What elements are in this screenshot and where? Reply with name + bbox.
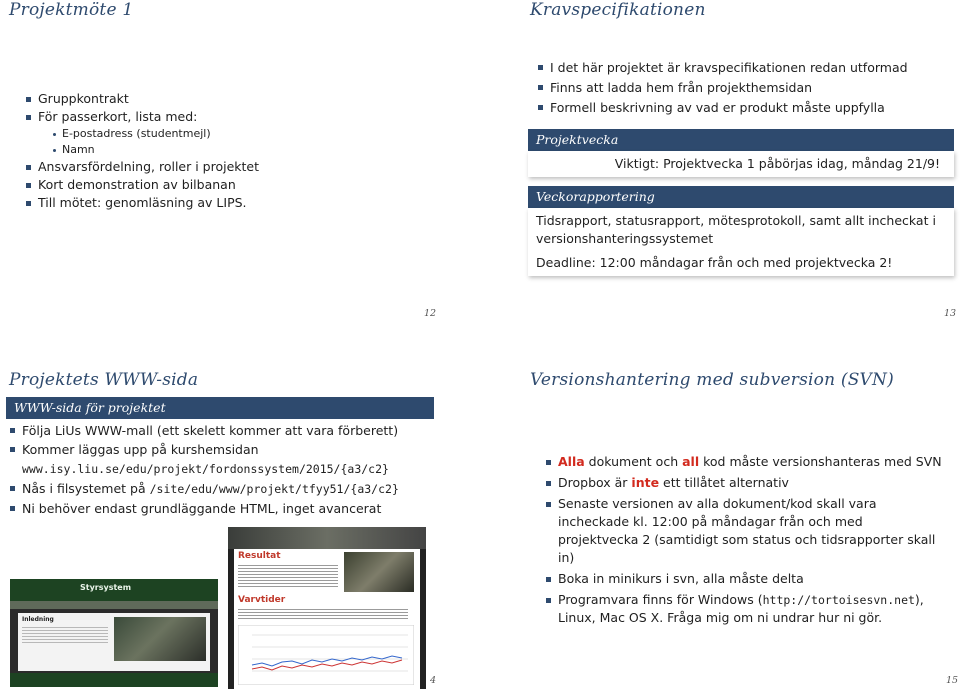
screenshot-page (18, 613, 210, 671)
screenshot-banner (228, 527, 426, 549)
bullet-list (538, 58, 908, 118)
screenshot-heading: Varvtider (238, 595, 286, 605)
bullet-list (26, 90, 259, 212)
list-item: Boka in minikurs i svn, alla måste delta (546, 570, 946, 588)
sub-list-item: Namn (52, 142, 259, 158)
bullet-list (10, 421, 434, 518)
bullet-list (546, 453, 946, 627)
deadline-text: Deadline: 12:00 måndagar från och med projektvecka 2! (536, 255, 893, 270)
list-item: I det här projektet är kravspecifikationen redan utformad (538, 58, 908, 78)
list-item: Ni behöver endast grundläggande HTML, inget avancerat (10, 499, 434, 518)
website-screenshot (10, 579, 218, 687)
screenshot-header: Styrsystem (10, 579, 218, 601)
list-item: För passerkort, lista med: E-postadress (studentmejl) Namn (26, 108, 259, 158)
lap-time-chart (238, 625, 414, 685)
list-item: Programvara finns för Windows (http://tortoisesvn.net), Linux, Mac OS X. Fråga mig om ni undrar hur ni gör. (546, 591, 946, 627)
list-item: Senaste versionen av alla dokument/kod skall vara incheckade kl. 12:00 på måndagar från och med projektvecka 2 (samtidigt som status och tidsrapporter skall in) (546, 495, 946, 567)
screenshot-footer (10, 673, 218, 687)
list-item: Dropbox är inte ett tillåtet alternativ (546, 474, 946, 492)
sub-list-item: E-postadress (studentmejl) (52, 126, 259, 142)
list-item: Kommer läggas upp på kurshemsidan www.isy.liu.se/edu/projekt/fordonssystem/2015/{a3/c2} (10, 440, 434, 479)
slide-title: Projektets WWW-sida (9, 370, 199, 390)
screenshot-paragraph (238, 563, 338, 589)
list-item: Alla dokument och all kod måste versionshanteras med SVN (546, 453, 946, 471)
results-screenshot (228, 527, 426, 689)
slide-svn (480, 345, 960, 689)
screenshot-heading: Resultat (238, 551, 281, 561)
screenshot-photo (344, 552, 414, 592)
screenshot-paragraph (238, 607, 408, 619)
list-item: Finns att ladda hem från projekthemsidan (538, 78, 908, 98)
block-text: Viktigt: Projektvecka 1 påbörjas idag, måndag 21/9! (528, 151, 954, 177)
slide-title: Projektmöte 1 (9, 0, 134, 20)
list-item: Följa LiUs WWW-mall (ett skelett kommer att vara förberett) (10, 421, 434, 440)
screenshot-photo (114, 617, 206, 661)
page-number: 15 (946, 675, 959, 686)
block-projektvecka (528, 129, 954, 177)
block-content (528, 208, 954, 276)
path-text: /site/edu/www/projekt/tfyy51/{a3/c2} (149, 482, 399, 496)
screenshot-paragraph (22, 625, 108, 645)
slide-title: Versionshantering med subversion (SVN) (530, 370, 894, 390)
slide-www-sida (0, 345, 480, 689)
list-item: Nås i filsystemet på /site/edu/www/projekt/tfyy51/{a3/c2} (10, 479, 434, 499)
screenshot-heading: Inledning (22, 616, 54, 623)
url-text: www.isy.liu.se/edu/projekt/fordonssystem/2015/{a3/c2} (22, 462, 389, 476)
page-number: 4 (430, 675, 437, 686)
list-item: Gruppkontrakt (26, 90, 259, 108)
block-title: Veckorapportering (528, 186, 954, 208)
list-item: Kort demonstration av bilbanan (26, 176, 259, 194)
page-number: 13 (944, 308, 957, 319)
block-www-sida (6, 397, 434, 518)
list-item: Formell beskrivning av vad er produkt måste uppfylla (538, 98, 908, 118)
page-number: 12 (424, 308, 437, 319)
list-item: Till mötet: genomläsning av LIPS. (26, 194, 259, 212)
sub-list (52, 126, 259, 158)
screenshot-page (234, 549, 420, 689)
screenshot-nav (10, 601, 218, 609)
block-title: WWW-sida för projektet (6, 397, 434, 419)
block-content (6, 419, 434, 518)
block-text: Tidsrapport, statusrapport, mötesprotokoll, samt allt incheckat i versionshanteringssystemet (536, 213, 936, 246)
slide-kravspecifikation (480, 0, 960, 344)
block-veckorapportering (528, 186, 954, 276)
list-item: Ansvarsfördelning, roller i projektet (26, 158, 259, 176)
block-title: Projektvecka (528, 129, 954, 151)
svn-link[interactable]: http://tortoisesvn.net (762, 593, 915, 607)
slide-title: Kravspecifikationen (530, 0, 706, 20)
slide-projektmote (0, 0, 480, 344)
